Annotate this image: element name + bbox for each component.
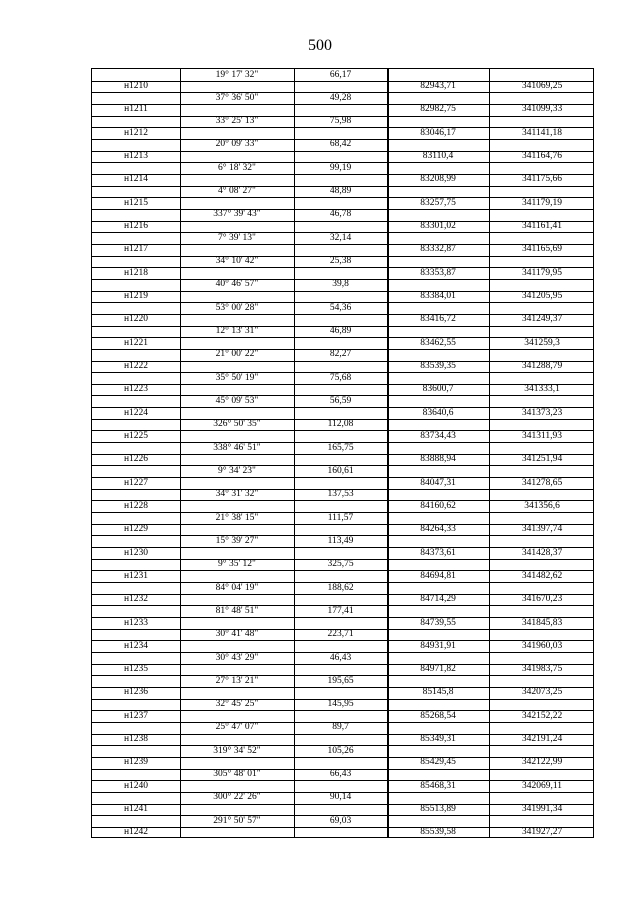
point-y: 341927,27 <box>521 827 563 838</box>
point-id: н1234 <box>123 640 149 651</box>
point-x: 82943,71 <box>420 81 456 92</box>
point-x: 84160,62 <box>420 500 456 511</box>
segment-length: 89,7 <box>332 722 349 733</box>
point-y: 341482,62 <box>521 570 563 581</box>
segment-length: 39,8 <box>332 279 349 290</box>
segment-angle: 300° 22' 26" <box>213 792 261 803</box>
point-y: 341179,19 <box>521 197 563 208</box>
segment-length: 223,71 <box>327 629 354 640</box>
point-id: н1231 <box>123 570 149 581</box>
segment-length: 145,95 <box>327 699 354 710</box>
point-x: 85539,58 <box>420 827 456 838</box>
segment-length: 195,65 <box>327 675 354 686</box>
point-x: 85349,31 <box>420 734 456 745</box>
point-x: 84714,29 <box>420 594 456 605</box>
segment-length: 48,89 <box>329 186 352 197</box>
segment-angle: 84° 04' 19" <box>215 582 259 593</box>
point-id: н1218 <box>123 267 149 278</box>
point-id: н1228 <box>123 500 149 511</box>
point-x: 84373,61 <box>420 547 456 558</box>
point-x: 83600,7 <box>422 384 454 395</box>
point-id: н1241 <box>123 804 149 815</box>
point-x: 84047,31 <box>420 477 456 488</box>
point-x: 83046,17 <box>420 127 456 138</box>
point-y: 341278,65 <box>521 477 563 488</box>
segment-angle: 30° 43' 29" <box>215 652 259 663</box>
segment-length: 32,14 <box>329 232 352 243</box>
point-id: н1232 <box>123 594 149 605</box>
point-y: 341428,37 <box>521 547 563 558</box>
point-y: 341960,03 <box>521 640 563 651</box>
segment-angle: 35° 50' 19" <box>215 372 259 383</box>
segment-angle: 19° 17' 32" <box>215 69 259 80</box>
segment-length: 113,49 <box>327 535 354 546</box>
segment-angle: 21° 38' 15" <box>215 512 259 523</box>
point-y: 341069,25 <box>521 81 563 92</box>
point-x: 83353,87 <box>420 267 456 278</box>
segment-angle: 291° 50' 57" <box>213 815 261 826</box>
segment-length: 68,42 <box>329 139 352 150</box>
segment-angle: 319° 34' 52" <box>213 745 261 756</box>
point-y: 342191,24 <box>521 734 563 745</box>
point-id: н1221 <box>123 337 149 348</box>
segment-length: 99,19 <box>329 162 352 173</box>
point-id: н1224 <box>123 407 149 418</box>
point-x: 82982,75 <box>420 104 456 115</box>
point-id: н1222 <box>123 361 149 371</box>
segment-length: 165,75 <box>327 442 354 453</box>
segment-angle: 45° 09' 53" <box>215 395 259 406</box>
point-y: 342122,99 <box>521 757 563 768</box>
point-y: 341165,69 <box>521 244 563 255</box>
segment-angle: 30° 41' 48" <box>215 629 259 640</box>
point-x: 83301,02 <box>420 221 456 232</box>
segment-length: 325,75 <box>327 559 354 570</box>
point-y: 341161,41 <box>521 221 563 232</box>
segment-angle: 9° 34' 23" <box>218 465 256 476</box>
point-y: 341991,34 <box>521 804 563 815</box>
point-x: 83332,87 <box>420 244 456 255</box>
segment-angle: 337° 39' 43" <box>213 209 261 220</box>
point-id: н1220 <box>123 314 149 325</box>
point-x: 84739,55 <box>420 617 456 628</box>
point-y: 341356,6 <box>524 500 560 511</box>
point-x: 85429,45 <box>420 757 456 768</box>
segment-angle: 20° 09' 33" <box>215 139 259 150</box>
segment-angle: 81° 48' 51" <box>215 605 259 616</box>
point-id: н1215 <box>123 197 149 208</box>
segment-length: 54,36 <box>329 302 352 313</box>
point-y: 341249,37 <box>521 314 563 325</box>
point-id: н1225 <box>123 430 149 441</box>
coordinates-table <box>91 68 594 838</box>
segment-angle: 7° 39' 13" <box>218 232 256 243</box>
segment-length: 188,62 <box>327 582 354 593</box>
point-x: 85513,89 <box>420 804 456 815</box>
segment-length: 75,68 <box>329 372 352 383</box>
point-x: 83257,75 <box>420 197 456 208</box>
point-id: н1238 <box>123 734 149 745</box>
point-id: н1211 <box>124 104 148 115</box>
point-y: 341311,93 <box>521 430 563 441</box>
page-number: 500 <box>308 37 332 54</box>
segment-angle: 37° 36' 50" <box>215 92 259 103</box>
point-id: н1214 <box>123 174 149 185</box>
point-y: 341175,66 <box>521 174 563 185</box>
segment-angle: 25° 47' 07" <box>215 722 259 733</box>
point-x: 85468,31 <box>420 780 456 791</box>
point-x: 83640,6 <box>422 407 454 418</box>
point-y: 341333,1 <box>524 384 560 395</box>
segment-angle: 305° 48' 01" <box>213 769 261 780</box>
segment-angle: 326° 50' 35" <box>213 419 261 430</box>
segment-angle: 53° 00' 28" <box>215 302 259 313</box>
point-id: н1229 <box>123 524 149 535</box>
point-x: 84931,91 <box>420 640 456 651</box>
segment-angle: 34° 31' 32" <box>215 489 259 500</box>
point-id: н1230 <box>123 547 149 558</box>
point-x: 83416,72 <box>420 314 456 325</box>
point-y: 341397,74 <box>521 524 563 535</box>
point-id: н1210 <box>123 81 149 92</box>
segment-length: 105,26 <box>327 745 354 756</box>
point-id: н1219 <box>123 291 149 302</box>
point-y: 341251,94 <box>521 454 563 465</box>
segment-length: 160,61 <box>327 465 354 476</box>
segment-length: 46,43 <box>329 652 352 663</box>
segment-length: 56,59 <box>329 395 352 406</box>
segment-angle: 9° 35' 12" <box>218 559 256 570</box>
point-x: 83110,4 <box>422 151 454 162</box>
point-y: 341845,83 <box>521 617 563 628</box>
segment-length: 112,08 <box>327 419 354 430</box>
point-id: н1233 <box>123 617 149 628</box>
segment-length: 137,53 <box>327 489 354 500</box>
segment-length: 82,27 <box>329 349 352 360</box>
point-x: 83208,99 <box>420 174 456 185</box>
point-x: 83734,43 <box>420 430 456 441</box>
segment-length: 90,14 <box>329 792 352 803</box>
point-y: 341259,3 <box>524 337 560 348</box>
segment-angle: 6° 18' 32" <box>218 162 256 173</box>
segment-angle: 21° 00' 22" <box>215 349 259 360</box>
point-y: 341373,23 <box>521 407 563 418</box>
point-x: 83888,94 <box>420 454 456 465</box>
point-y: 341288,79 <box>521 361 563 371</box>
segment-length: 46,78 <box>329 209 352 220</box>
segment-angle: 27° 13' 21" <box>215 675 259 686</box>
segment-length: 25,38 <box>329 256 352 267</box>
segment-length: 49,28 <box>329 92 352 103</box>
segment-length: 46,89 <box>329 326 352 337</box>
point-y: 341983,75 <box>521 664 563 675</box>
segment-length: 111,57 <box>327 512 354 523</box>
segment-length: 66,17 <box>329 69 352 80</box>
point-y: 341205,95 <box>521 291 563 302</box>
point-x: 83462,55 <box>420 337 456 348</box>
point-y: 341179,95 <box>521 267 563 278</box>
point-y: 342069,11 <box>521 780 563 791</box>
point-id: н1223 <box>123 384 149 395</box>
segment-length: 66,43 <box>329 769 352 780</box>
point-y: 342073,25 <box>521 687 563 698</box>
segment-angle: 40° 46' 57" <box>215 279 259 290</box>
point-x: 84694,81 <box>420 570 456 581</box>
segment-angle: 338° 46' 51" <box>213 442 261 453</box>
point-id: н1237 <box>123 710 149 721</box>
segment-angle: 15° 39' 27" <box>215 535 259 546</box>
point-id: н1236 <box>123 687 149 698</box>
point-y: 341670,23 <box>521 594 563 605</box>
point-x: 85268,54 <box>420 710 456 721</box>
segment-length: 177,41 <box>327 605 354 616</box>
point-id: н1226 <box>123 454 149 465</box>
segment-angle: 34° 10' 42" <box>215 256 259 267</box>
point-y: 341099,33 <box>521 104 563 115</box>
point-id: н1216 <box>123 221 149 232</box>
point-id: н1213 <box>123 151 149 162</box>
point-id: н1242 <box>123 827 149 838</box>
point-y: 341164,76 <box>521 151 563 162</box>
point-id: н1212 <box>123 127 149 138</box>
point-x: 84264,33 <box>420 524 456 535</box>
segment-length: 69,03 <box>329 815 352 826</box>
point-x: 85145,8 <box>422 687 454 698</box>
segment-length: 75,98 <box>329 116 352 127</box>
segment-angle: 33° 25' 13" <box>215 116 259 127</box>
point-x: 83384,01 <box>420 291 456 302</box>
point-id: н1240 <box>123 780 149 791</box>
point-id: н1235 <box>123 664 149 675</box>
point-id: н1227 <box>123 477 149 488</box>
point-y: 341141,18 <box>521 127 563 138</box>
point-x: 84971,82 <box>420 664 456 675</box>
point-id: н1239 <box>123 757 149 768</box>
point-y: 342152,22 <box>521 710 563 721</box>
segment-angle: 32° 45' 25" <box>215 699 259 710</box>
point-x: 83539,35 <box>420 361 456 371</box>
point-id: н1217 <box>123 244 149 255</box>
segment-angle: 4° 08' 27" <box>218 186 256 197</box>
segment-angle: 12° 13' 31" <box>215 326 259 337</box>
